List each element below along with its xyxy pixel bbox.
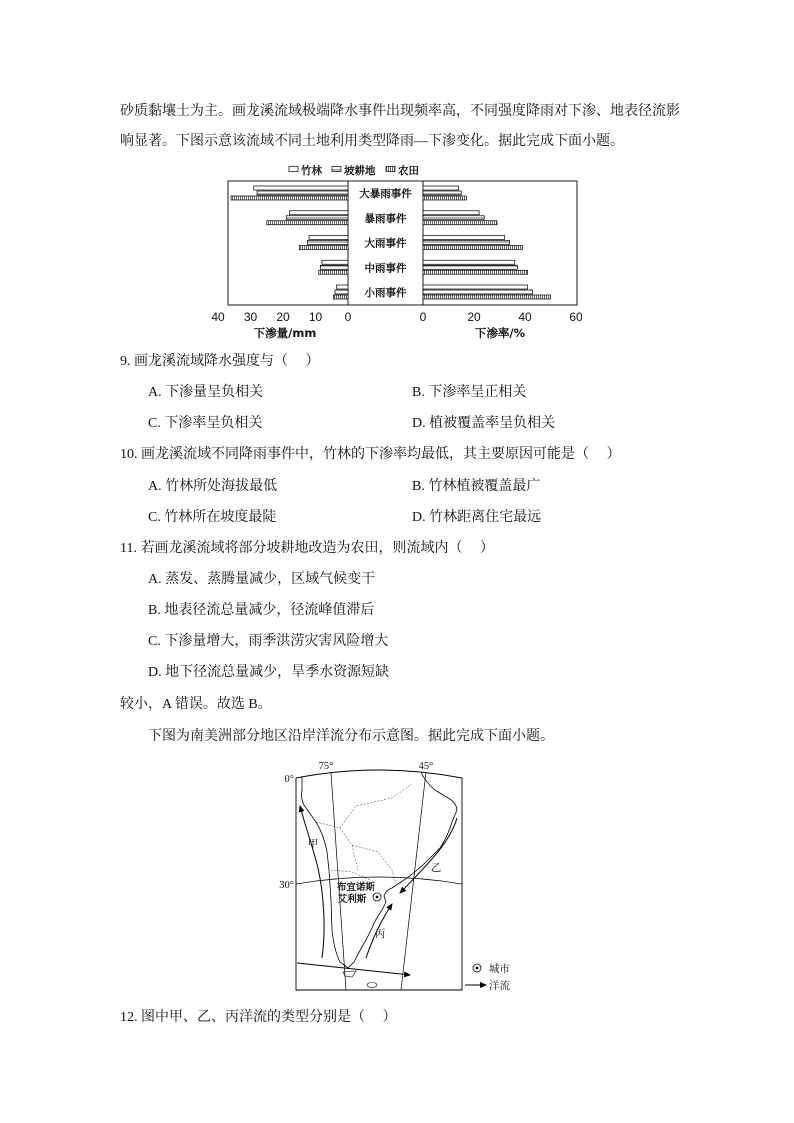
infiltration-rate-bar-bamboo	[423, 260, 515, 264]
left-axis-title: 下渗量/mm	[253, 326, 317, 340]
current-yi-label: 乙	[430, 863, 442, 874]
right-axis-tick-label: 0	[419, 310, 427, 324]
left-axis-tick-label: 0	[344, 310, 352, 324]
infiltration-rate-bar-bamboo	[423, 285, 528, 289]
current-bing-label: 丙	[374, 929, 386, 940]
infiltration-rate-bar-slope-farmland	[423, 265, 517, 269]
question-11-stem: 11. 若画龙溪流域将部分坡耕地改造为农田，则流域内（ ）	[120, 541, 494, 556]
infiltration-amount-bar-slope-farmland	[320, 265, 348, 269]
infiltration-rate-bar-bamboo	[423, 186, 459, 190]
map-legend	[465, 962, 510, 992]
question-10-option-d: D. 竹林距离住宅最远	[412, 510, 542, 525]
left-axis-tick-label: 40	[211, 310, 225, 324]
infiltration-amount-bar-bamboo	[337, 285, 348, 289]
legend-swatch-slope-farmland	[332, 167, 341, 172]
ocean-current-map	[270, 755, 530, 1000]
legend-label-slope-farmland: 坡耕地	[344, 165, 376, 177]
infiltration-rate-bar-farmland	[423, 221, 497, 225]
infiltration-rate-bar-farmland	[423, 295, 551, 299]
infiltration-rate-bar-slope-farmland	[423, 216, 484, 220]
falkland-islands	[367, 983, 377, 988]
question-11-option-c: C. 下渗量增大，雨季洪涝灾害风险增大	[148, 634, 389, 649]
left-axis-tick-label: 30	[243, 310, 258, 324]
question-11-option-b: B. 地表径流总量减少，径流峰值滞后	[148, 603, 375, 618]
current-jia-label: 甲	[307, 839, 319, 850]
infiltration-rate-bar-farmland	[423, 270, 528, 274]
infiltration-rate-bar-farmland	[423, 196, 466, 200]
city-legend-icon-dot	[476, 967, 479, 970]
question-9-option-b: B. 下渗率呈正相关	[412, 385, 527, 400]
question-11-option-a: A. 蒸发、蒸腾量减少，区域气候变干	[148, 572, 376, 587]
infiltration-amount-bar-farmland	[319, 270, 348, 274]
infiltration-rate-bar-bamboo	[423, 211, 479, 215]
city-label-line-2: 艾利斯	[337, 894, 367, 905]
right-axis-title: 下渗率/%	[474, 326, 526, 340]
infiltration-rate-bar-farmland	[423, 246, 522, 250]
infiltration-amount-bar-bamboo	[290, 211, 349, 215]
infiltration-rate-bar-slope-farmland	[423, 191, 461, 195]
question-9-option-c: C. 下渗率呈负相关	[148, 416, 263, 431]
right-axis-tick-label: 20	[467, 310, 481, 324]
longitude-45-label: 45°	[418, 761, 434, 772]
map-body	[296, 760, 462, 990]
chart-ticks	[211, 310, 583, 324]
left-axis-tick-label: 20	[276, 310, 290, 324]
current-legend-label: 洋流	[489, 981, 510, 992]
latitude-0-label: 0°	[284, 774, 294, 785]
category-label: 大暴雨事件	[359, 188, 412, 200]
category-label: 中雨事件	[364, 262, 407, 275]
category-label: 大雨事件	[364, 237, 407, 250]
infiltration-amount-bar-farmland	[299, 246, 348, 250]
left-axis-tick-label: 10	[308, 310, 323, 324]
infiltration-amount-bar-bamboo	[309, 236, 348, 240]
infiltration-amount-bar-slope-farmland	[307, 241, 348, 245]
city-marker-buenos-aires	[373, 893, 381, 901]
longitude-75-label: 75°	[318, 761, 334, 772]
question-11-option-d: D. 地下径流总量减少，旱季水资源短缺	[148, 665, 390, 680]
legend-swatch-bamboo	[289, 167, 298, 172]
category-label: 暴雨事件	[364, 212, 407, 225]
question-9-option-d: D. 植被覆盖率呈负相关	[412, 416, 556, 431]
question-10-option-c: C. 竹林所在坡度最陡	[148, 510, 277, 525]
question-10-option-a: A. 竹林所处海拔最低	[148, 479, 278, 494]
chart-legend	[289, 164, 419, 177]
chart-bars	[231, 186, 551, 299]
question-10-stem: 10. 画龙溪流域不同降雨事件中，竹林的下渗率均最低，其主要原因可能是（ ）	[120, 447, 621, 462]
infiltration-rate-bar-bamboo	[423, 236, 505, 240]
intro-line-2: 响显著。下图示意该流域不同土地利用类型降雨—下渗变化。据此完成下面小题。	[120, 134, 624, 149]
city-legend-label: 城市	[489, 964, 510, 975]
city-label-line-1: 布宜诺斯	[336, 882, 376, 893]
infiltration-chart	[200, 155, 600, 345]
infiltration-amount-bar-bamboo	[254, 186, 348, 190]
infiltration-amount-bar-farmland	[267, 221, 348, 225]
question-9-stem: 9. 画龙溪流域降水强度与（ ）	[120, 354, 320, 369]
question-9-option-a: A. 下渗量呈负相关	[148, 385, 264, 400]
infiltration-amount-bar-farmland	[333, 295, 348, 299]
infiltration-amount-bar-farmland	[231, 196, 348, 200]
infiltration-amount-bar-slope-farmland	[257, 191, 348, 195]
infiltration-amount-bar-slope-farmland	[286, 216, 348, 220]
question-10-option-b: B. 竹林植被覆盖最广	[412, 479, 541, 494]
legend-swatch-farmland	[386, 167, 395, 172]
intro-line-1: 砂质黏壤土为主。画龙溪流域极端降水事件出现频率高，不同强度降雨对下渗、地表径流影	[120, 104, 680, 119]
answer-fragment: 较小，A 错误。故选 B。	[120, 697, 272, 712]
right-axis-tick-label: 60	[569, 310, 583, 324]
legend-label-farmland: 农田	[398, 165, 419, 177]
infiltration-rate-bar-slope-farmland	[423, 290, 533, 294]
legend-label-bamboo: 竹林	[301, 165, 322, 177]
infiltration-amount-bar-bamboo	[322, 260, 348, 264]
infiltration-rate-bar-slope-farmland	[423, 241, 510, 245]
category-label: 小雨事件	[364, 287, 407, 299]
infiltration-amount-bar-slope-farmland	[335, 290, 348, 294]
latitude-30-label: 30°	[279, 880, 294, 891]
map-intro: 下图为南美洲部分地区沿岸洋流分布示意图。据此完成下面小题。	[148, 729, 554, 744]
question-12-stem: 12. 图中甲、乙、丙洋流的类型分别是（ ）	[120, 1010, 397, 1025]
right-axis-tick-label: 40	[518, 310, 532, 324]
